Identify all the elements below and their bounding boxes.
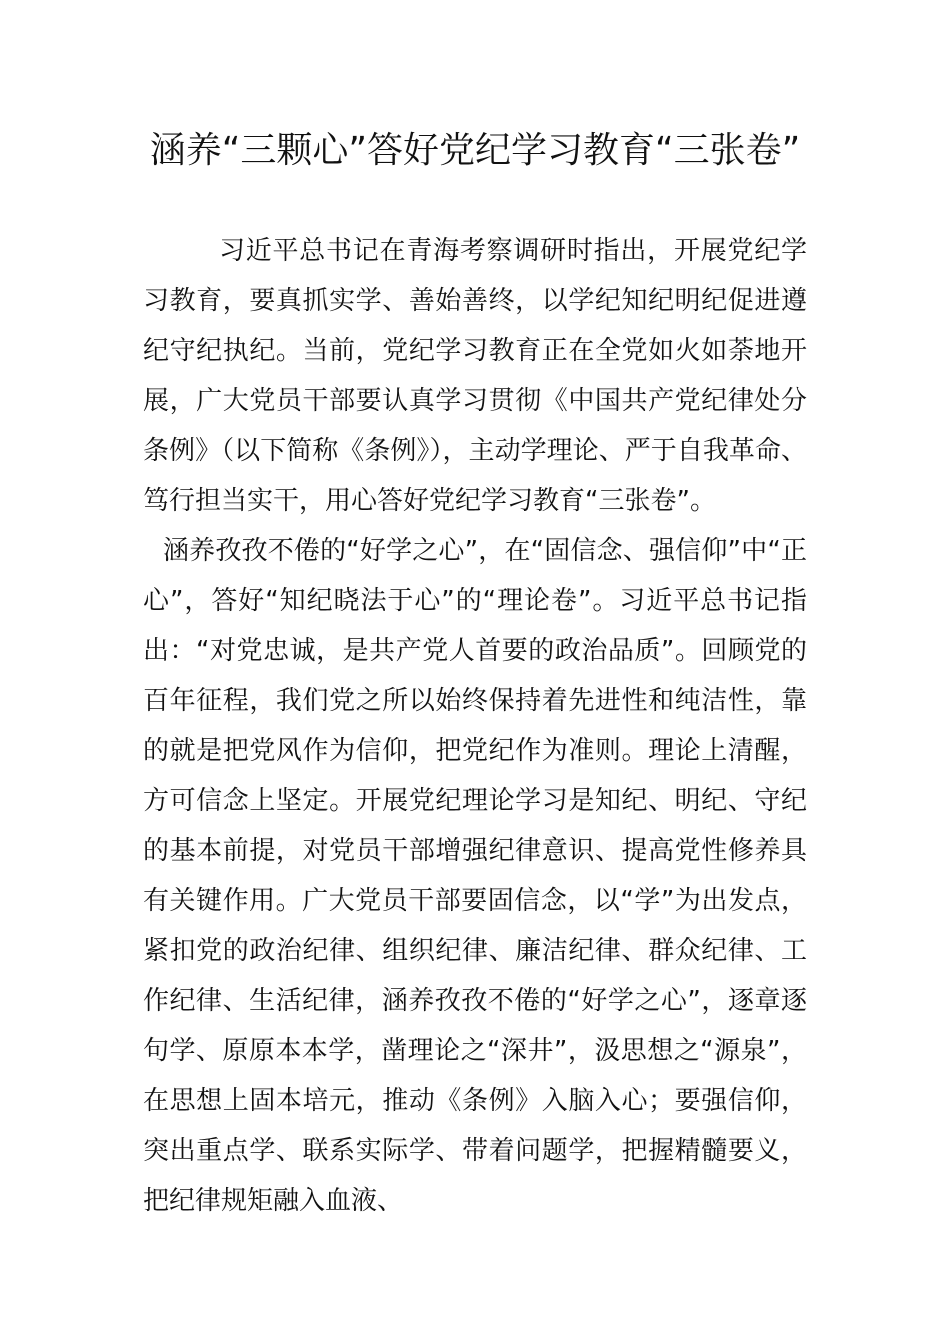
document-title: 涵养“三颗心”答好党纪学习教育“三张卷” <box>149 130 801 171</box>
paragraph-theory: 涵养孜孜不倦的“好学之心”，在“固信念、强信仰”中“正心”，答好“知纪晓法于心”的“理论卷”。习近平总书记指出：“对党忠诚，是共产党人首要的政治品质”。回顾党的百年征程，我们党之所以始终保持着先进性和纯洁性，靠的就是把党风作为信仰，把党纪作为准则。理论上清醒，方可信念上坚定。开展党纪理论学习是知纪、明纪、守纪的基本前提，对党员干部增强纪律意识、提高党性修养具有关键作用。广大党员干部要固信念，以“学”为出发点，紧扣党的政治纪律、组织纪律、廉洁纪律、群众纪律、工作纪律、生活纪律，涵养孜孜不倦的“好学之心”，逐章逐句学、原原本本学，凿理论之“深井”，汲思想之“源泉”，在思想上固本培元，推动《条例》入脑入心；要强信仰，突出重点学、联系实际学、带着问题学，把握精髓要义，把纪律规矩融入血液、 <box>143 536 807 1216</box>
document-body <box>143 226 807 1226</box>
paragraph-intro: 习近平总书记在青海考察调研时指出，开展党纪学习教育，要真抓实学、善始善终，以学纪知纪明纪促进遵纪守纪执纪。当前，党纪学习教育正在全党如火如荼地开展，广大党员干部要认真学习贯彻《中国共产党纪律处分条例》（以下简称《条例》），主动学理论、严于自我革命、笃行担当实干，用心答好党纪学习教育“三张卷”。 <box>143 236 807 516</box>
